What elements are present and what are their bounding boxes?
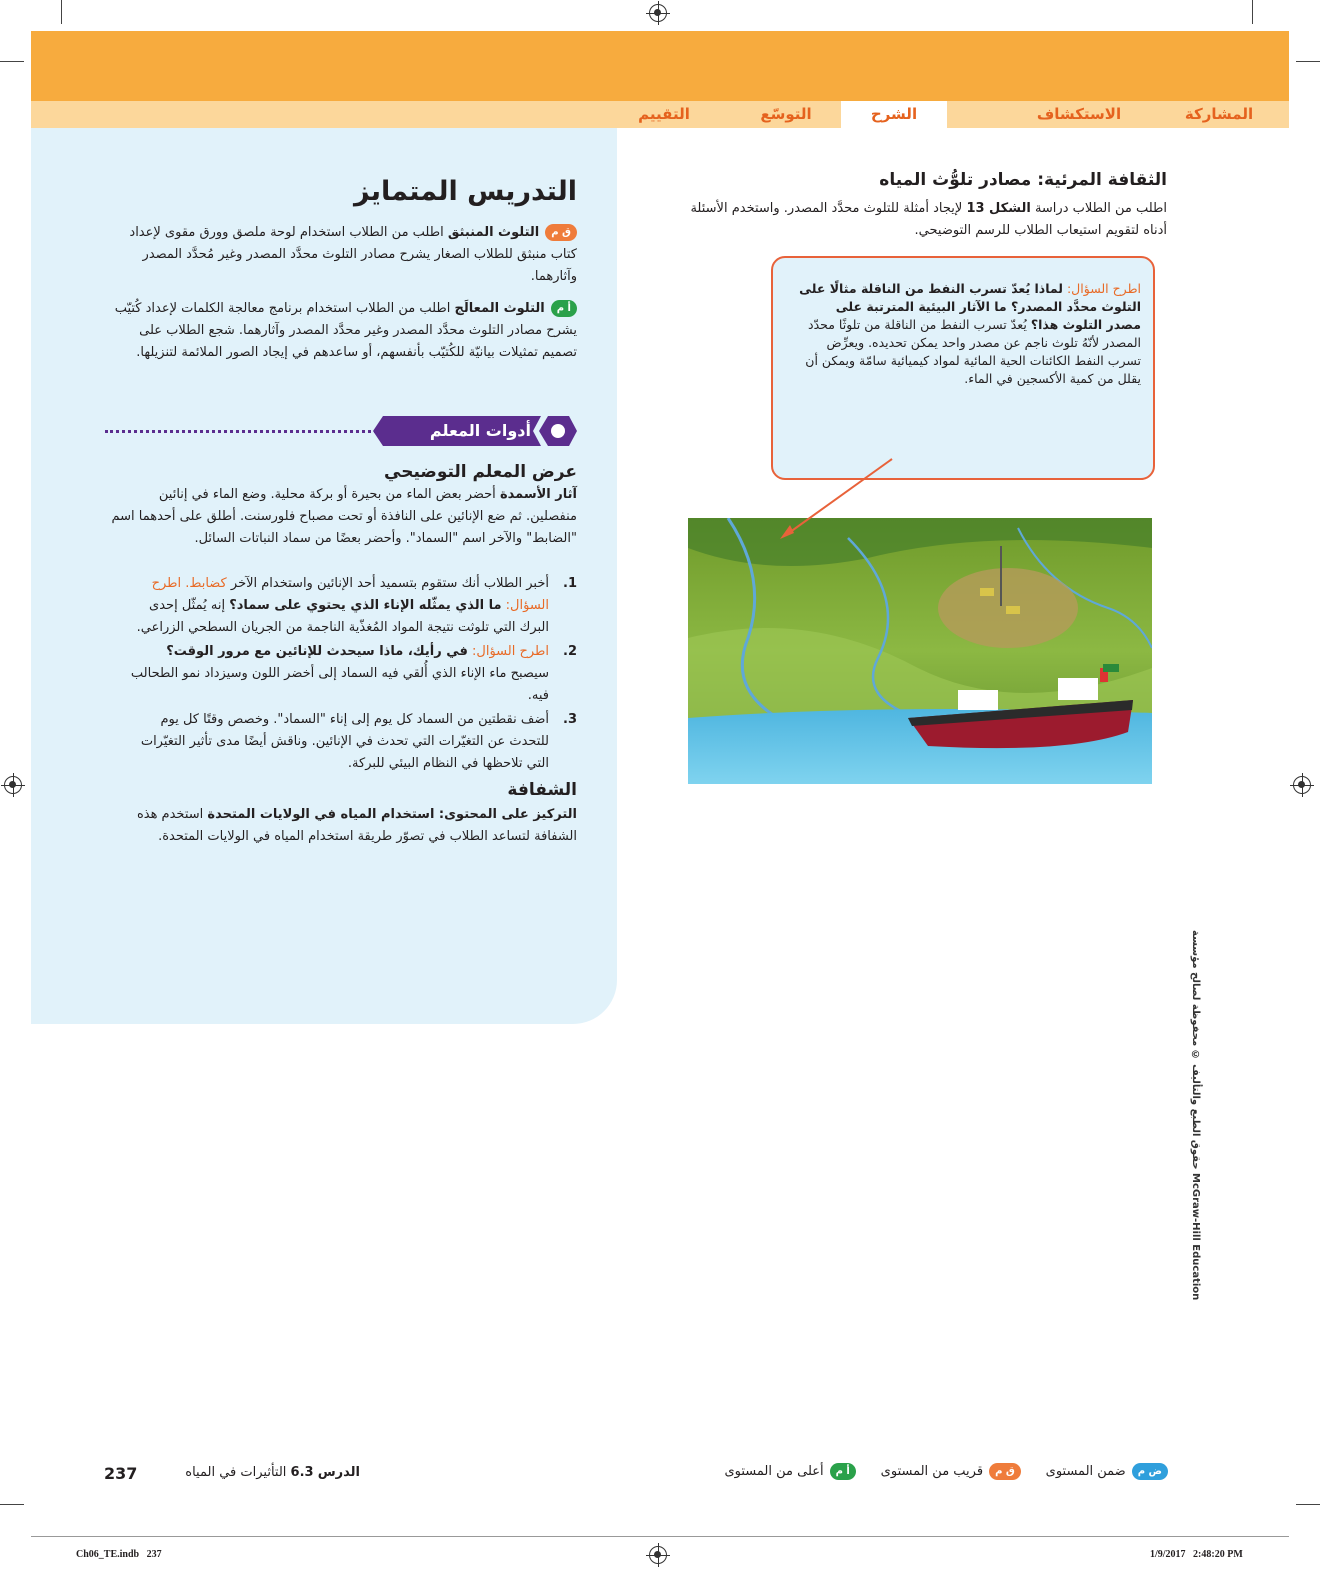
step-question: في رأيك، ماذا سيحدث للإنائين مع مرور الوقت؟ [166,644,468,659]
tab-explore[interactable]: الاستكشاف [1036,105,1122,123]
crop-mark [1296,1504,1320,1505]
text-part: لإيجاد أمثلة للتلوث محدَّد المصدر. واستخدم الأسئلة أدناه لتقويم استيعاب الطلاب للرسم التوضيحي. [690,201,1167,238]
step-number: 3. [563,712,577,727]
registration-mark-icon [649,4,667,22]
lesson-footer [140,1465,360,1480]
crop-mark [1296,61,1320,62]
lesson-number: 6.3 [290,1465,314,1480]
crop-mark [1252,0,1253,24]
text-part: اطلب من الطلاب دراسة [1034,201,1167,216]
legend-label: ضمن المستوى [1045,1464,1126,1479]
step-number: 1. [563,576,577,591]
callout-arrow-icon [770,455,910,545]
legend-label: أعلى من المستوى [724,1464,824,1479]
ask-label: اطرح السؤال: [1066,281,1141,296]
legend-badge: ق م [989,1463,1021,1480]
legend-item [881,1464,1021,1479]
registration-mark-icon [4,776,22,794]
tab-elaborate[interactable]: التوسّع [760,105,812,123]
legend-item [1046,1464,1168,1479]
tab-engage[interactable]: المشاركة [1184,105,1254,123]
callout-content [799,280,1141,388]
differentiated-item-1 [108,222,577,288]
item-heading: التلوث المعالَج [454,301,545,316]
level-badge: أ م [551,300,577,317]
teacher-tools-label: أدوات المعلم [429,421,531,440]
slug-date: 1/9/2017 2:48:20 PM [1150,1549,1243,1560]
differentiated-title: التدريس المتمايز [354,176,577,207]
transparency-text [108,804,577,848]
visual-literacy-title: الثقافة المرئية: مصادر تلوُّث المياه [879,170,1167,190]
step-text: كضابط. [185,576,227,591]
registration-mark-icon [1293,776,1311,794]
header-band [31,31,1289,101]
step-number: 2. [563,644,577,659]
transparency-title: الشفافة [507,780,577,800]
dotted-divider [105,430,377,433]
trim-line [31,1536,1289,1537]
lesson-label: الدرس [317,1465,360,1480]
figure-ref: الشكل 13 [966,201,1031,216]
list-item [125,709,577,775]
callout-answer: يُعدّ تسرب النفط من الناقلة من تلوثًا محدّد المصدر لأنّهُ تلوث ناجم عن مصدر واحد يمكن تحديده. ويعرِّض تسرب النفط الكائنات الحية المائية لمواد كيميائية سامّة ويمكن أن يقلل من كمية الأكسجين في الماء. [805,317,1141,386]
step-text: أضف نقطتين من السماد كل يوم إلى إناء "السماد". وخصص وقتًا كل يوم للتحدث عن التغيّرات التي تحدث في الإنائين. وناقش أيضًا مدى تأثير التغيّرات التي تلاحظها في النظام البيئي للبركة. [140,712,549,771]
step-answer: إنه يُمثّل إحدى البرك التي تلوثت نتيجة المواد المُغذّية الناجمة من الجريان السطحي الزراعي. [136,598,549,635]
question-callout [771,256,1155,480]
demo-intro [108,484,577,550]
legend-badge: أ م [830,1463,856,1480]
ask-label: اطرح السؤال: [151,576,549,613]
tab-evaluate[interactable]: التقييم [638,105,690,123]
step-question: ما الذي يمثّله الإناء الذي يحتوي على سماد؟ [229,598,502,613]
legend-item [724,1464,855,1479]
transparency-focus: التركيز على المحتوى: استخدام المياه في الولايات المتحدة [207,807,577,822]
teacher-tools-banner [373,416,577,446]
tab-explain[interactable]: الشرح [841,101,947,128]
slug-file: Ch06_TE.indb 237 [76,1549,162,1560]
level-badge: ق م [545,224,577,241]
legend-badge: ض م [1132,1463,1168,1480]
section-tabs [31,101,1289,128]
visual-literacy-text [680,198,1167,242]
step-text: أخبر الطلاب أنك ستقوم بتسميد أحد الإنائين واستخدام الآخر [230,576,549,591]
crop-mark [61,0,62,24]
level-legend [640,1463,1168,1480]
item-heading: التلوث المنبثق [447,225,540,240]
demo-steps [125,573,577,775]
water-pollution-illustration [688,518,1152,784]
crop-mark [0,61,24,62]
list-item [125,573,577,639]
demo-heading: آثار الأسمدة [499,487,577,502]
crop-mark [0,1504,24,1505]
copyright-notice: حقوق الطبع والتأليف © محفوظة لصالح مؤسسة McGraw-Hill Education [1190,930,1201,1301]
lesson-title: التأثيرات في المياه [185,1465,287,1480]
callout-question: لماذا يُعدّ تسرب النفط من الناقلة مثالًا على التلوث محدَّد المصدر؟ ما الآثار البيئية المترتبة على مصدر التلوث هذا؟ [799,281,1141,332]
list-item [125,641,577,707]
item-text: اطلب من الطلاب استخدام برنامج معالجة الكلمات لإعداد كُتيّب يشرح مصادر التلوث محدَّد المصدر وغير محدَّد المصدر وآثارهما. شجع الطلاب على تصميم تمثيلات بيانيّة للكُتيّب بأنفسهم، أو ساعدهم في إيجاد الصور الملائمة لتنزيلها. [114,301,577,360]
legend-label: قريب من المستوى [880,1464,984,1479]
registration-mark-icon [649,1546,667,1564]
ask-label: اطرح السؤال: [472,644,549,659]
transparency-body: استخدم هذه الشفافة لتساعد الطلاب في تصوّر طريقة استخدام المياه في الولايات المتحدة. [136,807,577,844]
step-answer: سيصبح ماء الإناء الذي أُلقي فيه السماد إلى أخضر اللون وسيزداد نمو الطحالب فيه. [130,666,549,703]
demo-title: عرض المعلم التوضيحي [384,462,577,482]
item-text: اطلب من الطلاب استخدام لوحة ملصق وورق مقوى لإعداد كتاب منبثق للطلاب الصغار يشرح مصادر التلوث محدَّد المصدر وغير مُحدَّد المصدر وآثارهما. [129,225,577,284]
demo-intro-text: أحضر بعض الماء من بحيرة أو بركة محلية. وضع الماء في إنائين منفصلين. ثم ضع الإنائين على النافذة أو تحت مصباح فلورسنت. أطلق على أحدهما اسم "الضابط" والآخر اسم "السماد". وأحضر بعضًا من سماد النباتات السائل. [111,487,577,546]
differentiated-item-2 [108,298,577,364]
page-number: 237 [104,1464,138,1483]
